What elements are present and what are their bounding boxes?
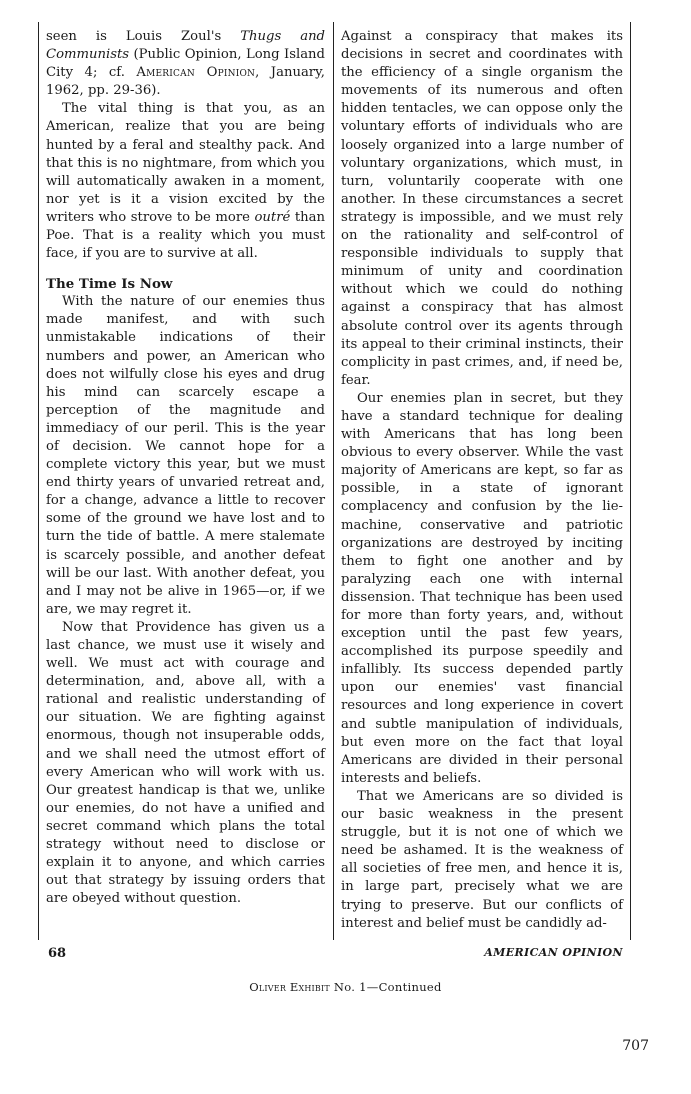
exhibit-caption bbox=[0, 980, 691, 994]
text-span: than Poe. That is a reality which you must face, if you are to survive at all. bbox=[46, 209, 326, 262]
left-paragraph-4: Now that Providence has given us a last chance, we must use it wisely and well. We must act with courage and determination, and, above all, with a rational and realistic understanding of our situation. We are fighting against enormous, though not insuperable odds, and we shall need the utmost effort of every American who will work with us. Our greatest handicap is that we, unlike our enemies, do not have a unified and secret command which plans the total strategy without need to disclose or explain it to anyone, and which carries out that strategy by issuing orders that are obeyed without question. bbox=[46, 619, 325, 907]
exhibit-caption-rest: No. 1—Continued bbox=[329, 980, 442, 994]
text-span: , January, 1962, pp. 29-36). bbox=[46, 65, 325, 99]
left-paragraph-1 bbox=[46, 28, 325, 100]
text-span: (Public Opinion, Long Island City 4; cf. bbox=[46, 47, 325, 81]
book-title: Thugs and Communists bbox=[46, 29, 326, 63]
text-span: The vital thing is that you, as an American, realize that you are being hunted by a feral and stealthy pack. And that this is no nightmare, from which you will automatically awaken in a moment, nor yet is it a vision excited by the writers who strove to be more bbox=[46, 101, 325, 225]
italic-word: outré bbox=[254, 209, 291, 225]
right-column bbox=[341, 28, 623, 933]
right-paragraph-3: That we Americans are so divided is our basic weakness in the present struggle, but it is not one of which we need be ashamed. It is the weakness of all societies of free men, and hence it is, in large part, precisely what we are trying to preserve. But our conflicts of interest and belief must be candidly ad- bbox=[341, 788, 623, 931]
running-title: AMERICAN OPINION bbox=[484, 946, 623, 959]
left-column bbox=[46, 28, 325, 908]
journal-name: American Opinion bbox=[136, 65, 256, 81]
left-paragraph-2 bbox=[46, 100, 325, 263]
section-heading: The Time Is Now bbox=[46, 276, 173, 293]
right-paragraph-2: Our enemies plan in secret, but they have a standard technique for dealing with Americans that has long been obvious to every observer. While the vast majority of Americans are kept, so far as possible, in a state of ignorant complacency and confusion by the lie-machine, conservative and patriotic organizations are destroyed by inciting them to fight one another and by paralyzing each one with internal dissension. That technique has been used for more than forty years, and, without exception until the past few years, accomplished its purpose speedily and infallibly. Its success depended partly upon our enemies' vast financial resources and long experience in covert and subtle manipulation of individuals, but even more on the fact that loyal Americans are divided in their personal interests and beliefs. bbox=[341, 390, 623, 786]
page-number: 707 bbox=[622, 1038, 649, 1054]
right-paragraph-1: Against a conspiracy that makes its decisions in secret and coordinates with the efficiency of a single organism the movements of its numerous and often hidden tentacles, we can oppose only the voluntary efforts of individuals who are loosely organized into a large number of voluntary organizations, which must, in turn, voluntarily cooperate with one another. In these circumstances a secret strategy is impossible, and we must rely on the rationality and self-control of responsible individuals to supply that minimum of unity and coordination without which we could do nothing against a conspiracy that has almost absolute control over its agents through its appeal to their criminal instincts, their complicity in past crimes, and, if need be, fear. bbox=[341, 29, 623, 388]
text-span: seen is Louis Zoul's bbox=[46, 29, 241, 44]
right-column-rule bbox=[630, 22, 631, 940]
exhibit-caption-label: Oliver Exhibit bbox=[249, 980, 330, 994]
left-column-rule bbox=[38, 22, 39, 940]
center-column-rule bbox=[333, 22, 334, 940]
left-paragraph-3: With the nature of our enemies thus made manifest, and with such unmistakable indications of their numbers and power, an American who does not wilfully close his eyes and drug his mind can scarcely escape a perception of the magnitude and immediacy of our peril. This is the year of decision. We cannot hope for a complete victory this year, but we must end thirty years of unvaried retreat and, for a change, advance a little to recover some of the ground we have lost and to turn the tide of battle. A mere stalemate is scarcely possible, and another defeat will be our last. With another defeat, you and I may not be alive in 1965—or, if we are, we may regret it. bbox=[46, 294, 325, 617]
folio-number: 68 bbox=[48, 946, 67, 961]
